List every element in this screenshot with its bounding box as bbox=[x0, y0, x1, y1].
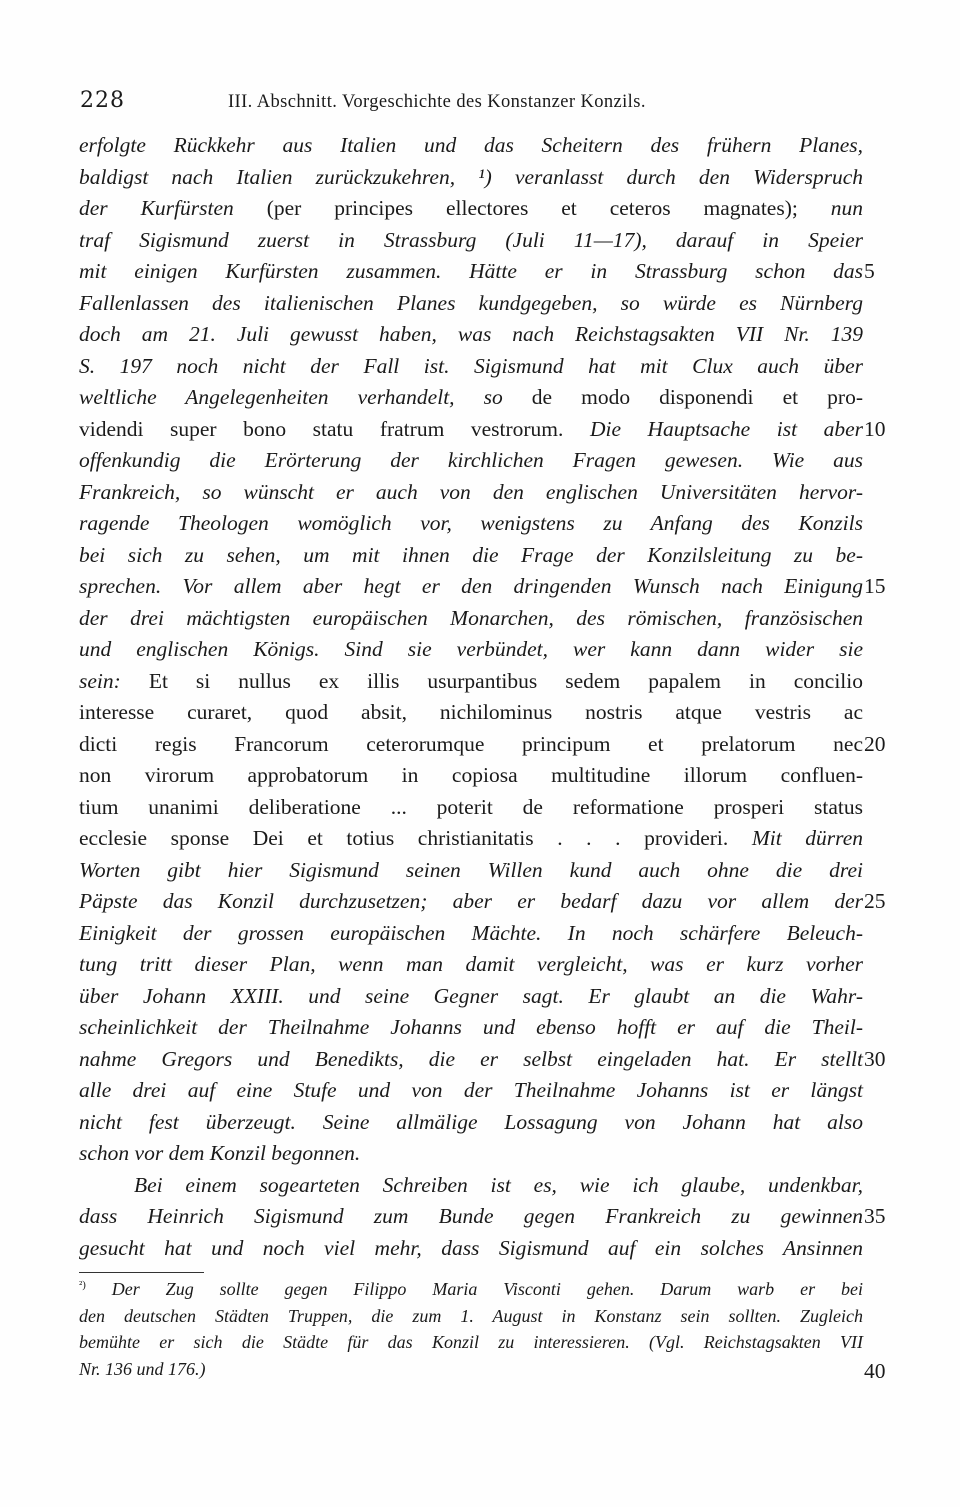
text-line: erfolgte Rückkehr aus Italien und das Scheitern des frühern Planes, bbox=[79, 133, 863, 157]
text-line: nicht fest überzeugt. Seine allmälige Lossagung von Johann hat also bbox=[79, 1109, 863, 1134]
page-header bbox=[80, 88, 880, 118]
text-line: ragende Theologen womöglich vor, wenigstens zu Anfang des Konzils bbox=[79, 511, 863, 535]
text-span: der Kurfürsten bbox=[79, 196, 234, 220]
text-line bbox=[79, 666, 863, 698]
text-span: sein: bbox=[79, 668, 121, 693]
text-line: baldigst nach Italien zurückzukehren, ¹) veranlasst durch den Widerspruch bbox=[79, 164, 863, 189]
line-number: 35 bbox=[864, 1204, 886, 1228]
text-line: nahme Gregors und Benedikts, die er selbst eingeladen hat. Er stellt bbox=[79, 1046, 863, 1071]
text-line: non virorum approbatorum in copiosa multitudine illorum confluen- bbox=[79, 763, 863, 787]
line-number: 25 bbox=[864, 889, 886, 913]
text-line: Einigkeit der grossen europäischen Mächte. In noch schärfere Beleuch- bbox=[79, 920, 863, 945]
text-span: videndi super bono statu fratrum vestrorum. bbox=[79, 416, 564, 441]
line-number: 30 bbox=[864, 1046, 886, 1071]
text-line: schon vor dem Konzil begonnen. bbox=[79, 1141, 361, 1165]
text-line: interesse curaret, quod absit, nichilominus nostris atque vestris ac bbox=[79, 700, 863, 724]
text-span: weltliche Angelegenheiten verhandelt, so bbox=[79, 385, 503, 409]
text-line: der drei mächtigsten europäischen Monarchen, des römischen, französischen bbox=[79, 605, 863, 630]
footnote-line bbox=[79, 1276, 863, 1303]
footnote-marker: ²) bbox=[79, 1279, 86, 1291]
text-line bbox=[79, 382, 863, 414]
footnote-rule bbox=[79, 1272, 204, 1273]
line-number: 15 bbox=[864, 574, 886, 598]
text-line bbox=[79, 823, 863, 855]
text-span: Et si nullus ex illis usurpantibus sedem papalem in concilio bbox=[148, 668, 864, 693]
text-line: dass Heinrich Sigismund zum Bunde gegen Frankreich zu gewinnen bbox=[79, 1204, 863, 1228]
footnote-line: den deutschen Städten Truppen, die zum 1. August in Konstanz sein sollten. Zugleich bbox=[79, 1305, 863, 1326]
footnote-line: bemühte er sich die Städte für das Konzil zu interessieren. (Vgl. Reichstagsakten VII bbox=[79, 1332, 863, 1352]
text-line: dicti regis Francorum ceterorumque principum et prelatorum nec bbox=[79, 731, 863, 756]
text-line: gesucht hat und noch viel mehr, dass Sigismund auf ein solches Ansinnen bbox=[79, 1235, 863, 1260]
text-line: offenkundig die Erörterung der kirchlichen Fragen gewesen. Wie aus bbox=[79, 448, 863, 472]
text-span: Mit dürren bbox=[751, 826, 863, 850]
line-number: 5 bbox=[864, 259, 875, 283]
text-line: mit einigen Kurfürsten zusammen. Hätte er in Strassburg schon das bbox=[79, 259, 863, 283]
text-line: alle drei auf eine Stufe und von der Theilnahme Johanns ist er längst bbox=[79, 1078, 863, 1102]
text-span: de modo disponendi et pro- bbox=[531, 385, 863, 409]
text-span: ecclesie sponse Dei et totius christianitatis . . . provideri. bbox=[79, 826, 729, 850]
text-line: Päpste das Konzil durchzusetzen; aber er bedarf dazu vor allem der bbox=[79, 889, 863, 913]
text-line: traf Sigismund zuerst in Strassburg (Juli 11—17), darauf in Speier bbox=[79, 227, 863, 252]
body-text bbox=[79, 130, 863, 1264]
text-span: Der Zug sollte gegen Filippo Maria Visconti gehen. Darum warb er bei bbox=[111, 1279, 863, 1299]
text-line: über Johann XXIII. und seine Gegner sagt. Er glaubt an die Wahr- bbox=[79, 983, 863, 1008]
line-number: 20 bbox=[864, 731, 886, 756]
text-line: doch am 21. Juli gewusst haben, was nach Reichstagsakten VII Nr. 139 bbox=[79, 322, 863, 346]
running-head: III. Abschnitt. Vorgeschichte des Konstanzer Konzils. bbox=[228, 92, 646, 112]
line-number: 40 bbox=[864, 1359, 886, 1383]
text-span: Die Hauptsache ist aber bbox=[589, 416, 864, 441]
text-line: Bei einem sogearteten Schreiben ist es, wie ich glaube, undenkbar, bbox=[134, 1172, 863, 1197]
text-line: tung tritt dieser Plan, wenn man damit vergleicht, was er kurz vorher bbox=[79, 952, 863, 976]
text-line: Frankreich, so wünscht er auch von den englischen Universitäten hervor- bbox=[79, 479, 863, 504]
text-line: sprechen. Vor allem aber hegt er den dringenden Wunsch nach Einigung bbox=[79, 574, 863, 598]
text-span: nun bbox=[830, 196, 864, 220]
page-number: 228 bbox=[80, 88, 125, 113]
text-line: Fallenlassen des italienischen Planes kundgegeben, so würde es Nürnberg bbox=[79, 290, 863, 315]
footnote bbox=[79, 1276, 863, 1382]
text-line: scheinlichkeit der Theilnahme Johanns und ebenso hofft er auf die Theil- bbox=[79, 1015, 863, 1039]
text-line: S. 197 noch nicht der Fall ist. Sigismund hat mit Clux auch über bbox=[79, 353, 863, 378]
line-number: 10 bbox=[864, 416, 886, 441]
text-line: Worten gibt hier Sigismund seinen Willen kund auch ohne die drei bbox=[79, 857, 863, 882]
text-line bbox=[79, 414, 863, 446]
text-span: (per principes ellectores et ceteros magnates); bbox=[266, 196, 798, 220]
footnote-line: Nr. 136 und 176.) bbox=[79, 1358, 206, 1379]
text-line: und englischen Königs. Sind sie verbündet, wer kann dann wider sie bbox=[79, 637, 863, 661]
text-line: tium unanimi deliberatione ... poterit de reformatione prosperi status bbox=[79, 794, 863, 819]
text-line bbox=[79, 193, 863, 225]
text-line: bei sich zu sehen, um mit ihnen die Frage der Konzilsleitung zu be- bbox=[79, 542, 863, 567]
